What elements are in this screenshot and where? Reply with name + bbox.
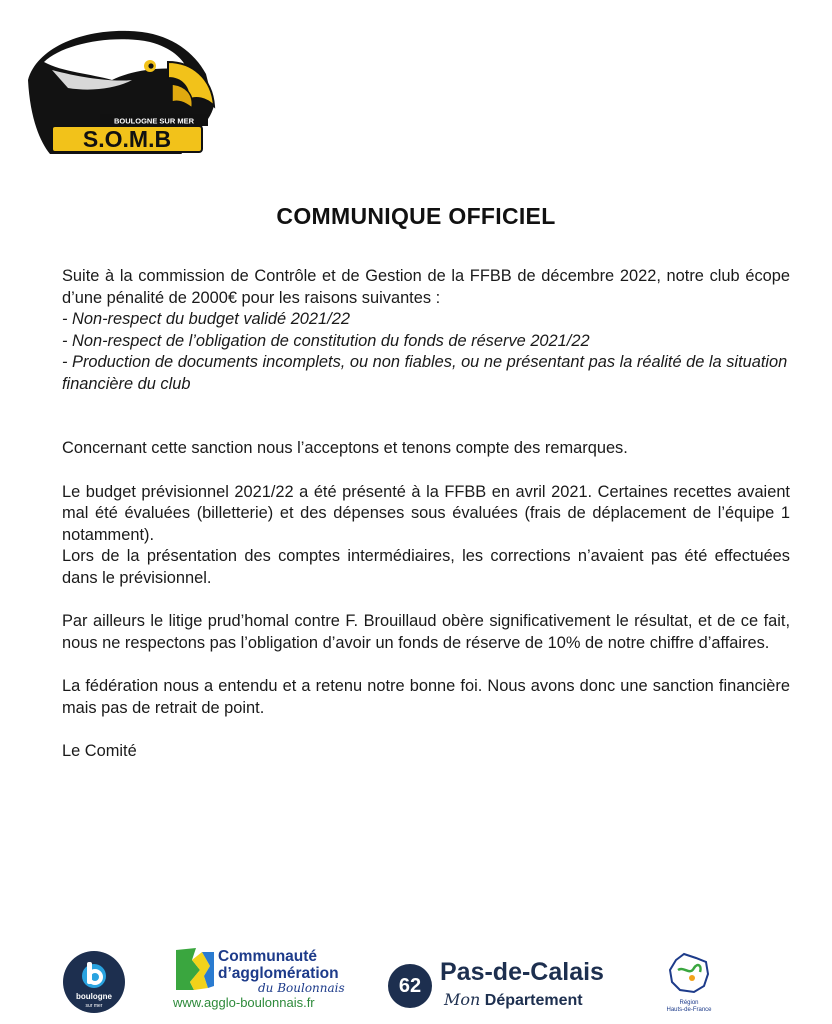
reason-item-1: - Non-respect du budget validé 2021/22 [62, 310, 350, 328]
agglo-logo [172, 944, 352, 1014]
boulogne-line2: sur mer [85, 1003, 103, 1009]
logo-name: S.O.M.B [82, 126, 172, 152]
pdc-subtitle [444, 990, 583, 1010]
paragraph-corrections: Lors de la présentation des comptes intermédiaires, les corrections n’avaient pas été effectuées dans le prévisionnel. [62, 547, 790, 587]
page-title: COMMUNIQUE OFFICIEL [276, 203, 556, 229]
region-logo [658, 952, 720, 1016]
agglo-emblem-icon [172, 946, 216, 992]
region-label [658, 1000, 720, 1014]
pdc-mon: Mon [444, 990, 481, 1009]
logo-top-text: BOULOGNE SUR MER [113, 116, 195, 126]
paragraph-federation: La fédération nous a entendu et a retenu notre bonne foi. Nous avons donc une sanction financière mais pas de retrait de point. [62, 677, 790, 717]
region-label-2: Hauts-de-France [666, 1007, 712, 1013]
pas-de-calais-logo [388, 954, 628, 1014]
boulogne-line1: boulogne [76, 992, 112, 1001]
paragraph-litige: Par ailleurs le litige prud’homal contre F. Brouillaud obère significativement le résultat, et de ce fait, nous ne respectons pas l’obligation d’avoir un fonds de réserve de 10% de notre chiffre d’affaires. [62, 612, 790, 652]
paragraph-acceptance: Concernant cette sanction nous l’acceptons et tenons compte des remarques. [62, 439, 628, 457]
paragraph-budget: Le budget prévisionnel 2021/22 a été présenté à la FFBB en avril 2021. Certaines recettes avaient mal été évaluées (billetterie) et des dépenses sous évaluées (frais de déplacement de l’équipe 1 notamment). [62, 482, 790, 544]
agglo-script: du Boulonnais [258, 981, 345, 995]
reason-item-2: - Non-respect de l’obligation de constitution du fonds de réserve 2021/22 [62, 331, 590, 350]
pdc-dept: Département [484, 992, 583, 1009]
club-logo [22, 22, 218, 156]
region-label-1: Région [679, 1000, 699, 1006]
agglo-sub: d’agglomération [218, 965, 339, 982]
france-map-icon [666, 952, 712, 996]
communique-body [62, 266, 790, 763]
boulogne-logo [62, 950, 126, 1014]
sponsor-footer [0, 940, 832, 1024]
intro-text: Suite à la commission de Contrôle et de Gestion de la FFBB de décembre 2022, notre club écope d’une pénalité de 2000€ pour les raisons suivantes : [62, 267, 790, 307]
pdc-name: Pas-de-Calais [440, 958, 604, 986]
signature: Le Comité [62, 742, 137, 760]
agglo-url-link[interactable]: www.agglo-boulonnais.fr [173, 995, 315, 1010]
pdc-number-badge: 62 [388, 964, 432, 1008]
agglo-name: Communauté [218, 948, 318, 965]
reason-item-3: - Production de documents incomplets, ou non fiables, ou ne présentant pas la réalité de la situation financière du club [62, 353, 788, 393]
